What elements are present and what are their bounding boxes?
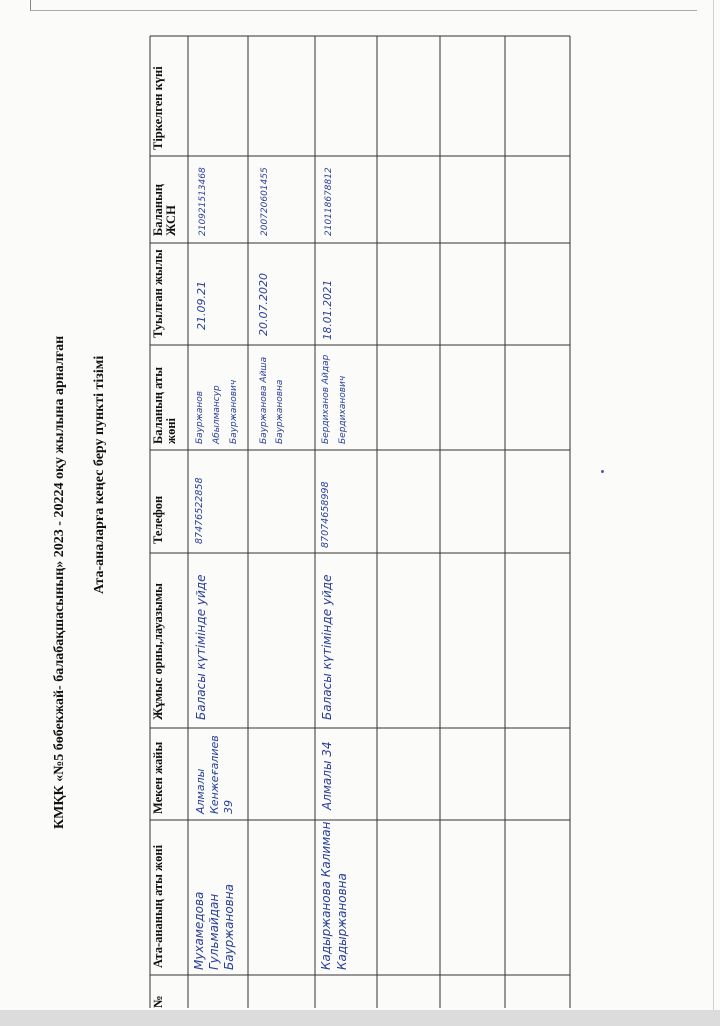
row3-address: Алмалы 34 [320, 741, 334, 810]
bottom-margin [0, 1010, 720, 1026]
row3-birth-date: 18.01.2021 [322, 279, 334, 340]
row1-address: Алмалы Кенжеғалиев 39 [194, 735, 235, 814]
header-address: Мекен жайы [151, 741, 165, 814]
header-workplace: Жұмыс орны,лауазымы [151, 583, 165, 720]
row3-phone: 87074658998 [320, 481, 331, 548]
document-subtitle: Ата-аналарға кеңес беру пункті тізімі [92, 355, 107, 594]
header-parent-name: Ата-ананың аты жөні [151, 844, 165, 968]
row1-child-name: Бауржанов Абылмансур Бауржанович [195, 379, 239, 444]
document-title: КМҚК «№5 бөбекжай- балабақшасының» 2023 - 20224 оқу жылына арналған [52, 335, 67, 829]
header-child-iin: Баланың ЖСН [151, 183, 178, 236]
header-birth-date: Туылған жылы [151, 249, 165, 338]
header-phone: Телефон [151, 495, 165, 544]
row2-child-iin: 200720601455 [260, 167, 270, 236]
row1-birth-date: 21.09.21 [195, 281, 208, 330]
header-registration-date: Тіркелген күні [151, 66, 165, 150]
row1-child-iin: 210921513468 [198, 167, 208, 236]
header-number: № [151, 995, 165, 1008]
row2-child-name: Бауржанова Айша Бауржановна [259, 356, 285, 444]
row2-birth-date: 20.07.2020 [257, 273, 270, 336]
row3-workplace: Баласы күтімінде уйде [320, 574, 334, 720]
row3-child-iin: 210118678812 [324, 167, 334, 236]
ink-dot [601, 470, 604, 473]
header-child-name: Баланың аты жөні [151, 366, 178, 444]
row3-child-name: Бердиханов Айдар Бердиханович [321, 354, 348, 444]
row3-parent-name: Кадыржанова Калиман Кадыржановна [319, 821, 349, 970]
row1-workplace: Баласы күтімінде уйде [194, 574, 208, 720]
row1-phone: 87476522858 [194, 477, 205, 544]
row1-parent-name: Мухамедова Гульмайдан Бауржановна [192, 884, 236, 970]
